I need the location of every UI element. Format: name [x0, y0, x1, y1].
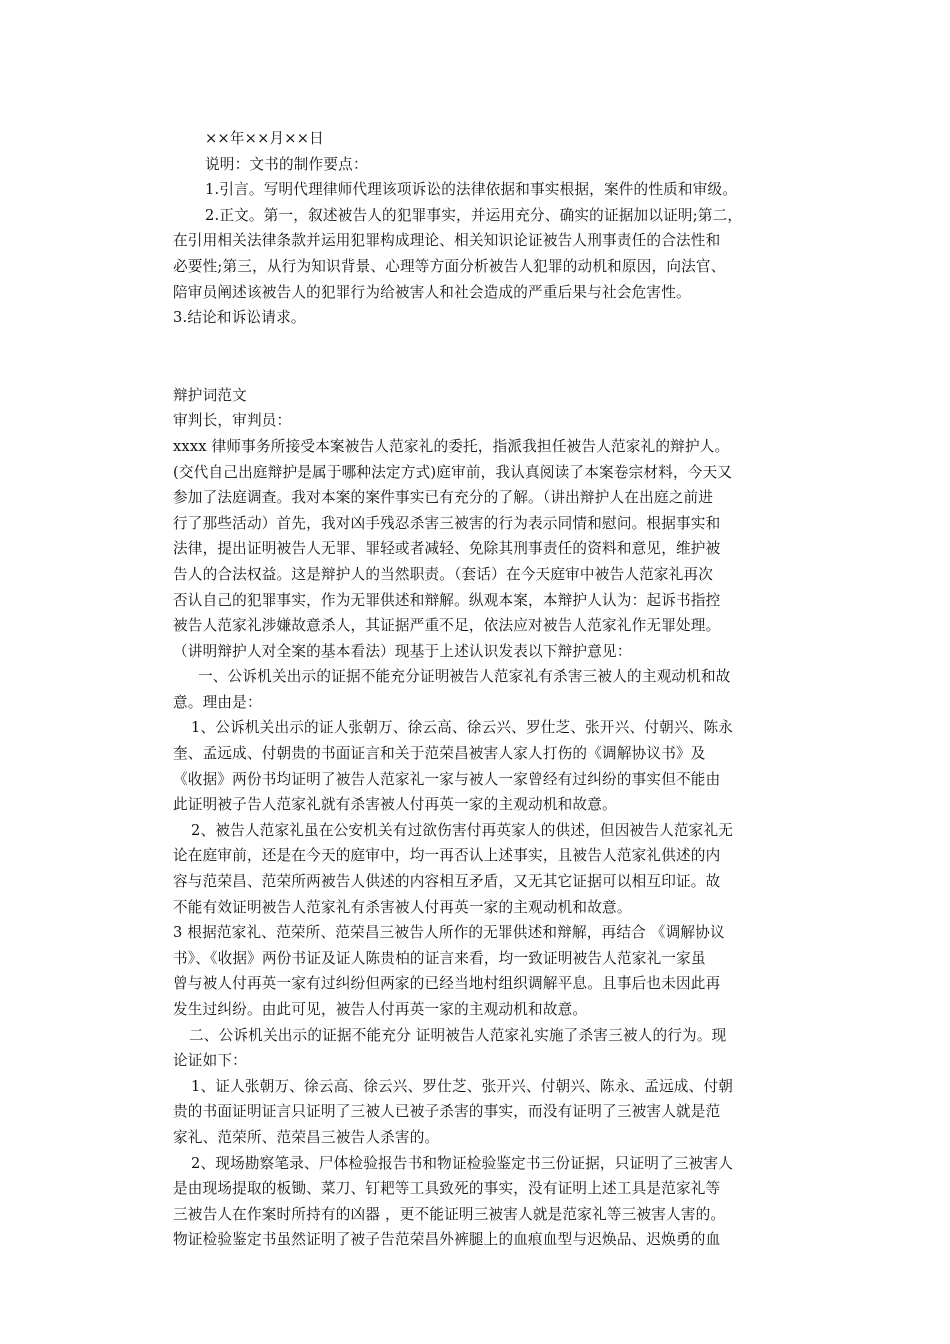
text-line: 陪审员阐述该被告人的犯罪行为给被害人和社会造成的严重后果与社会危害性。: [173, 283, 691, 301]
defense-statement-section: [173, 383, 813, 1253]
text-line: xxxx 律师事务所接受本案被告人范家礼的委托，指派我担任被告人范家礼的辩护人。: [173, 437, 730, 455]
text-line: 一、公诉机关出示的证据不能充分证明被告人范家礼有杀害三被人的主观动机和故: [198, 668, 731, 686]
text-line: 行了那些活动）首先，我对凶手残忍杀害三被害的行为表示同情和慰问。根据事实和: [173, 514, 721, 532]
text-line: 参加了法庭调查。我对本案的案件事实已有充分的了解。（讲出辩护人在出庭之前进: [173, 489, 714, 507]
text-line: 辩护词范文: [173, 386, 247, 404]
text-line: 1、公诉机关出示的证人张朝万、徐云高、徐云兴、罗仕芝、张开兴、付朝兴、陈永: [191, 719, 734, 737]
text-line: 物证检验鉴定书虽然证明了被子告范荣昌外裤腿上的血痕血型与迟焕品、迟焕勇的血: [173, 1231, 721, 1249]
text-line: 3 根据范家礼、范荣所、范荣昌三被告人所作的无罪供述和辩解，再结合 《调解协议: [173, 924, 725, 942]
text-line: 审判长，审判员：: [173, 412, 292, 430]
text-line: 《收据》两份书均证明了被告人范家礼一家与被人一家曾经有过纠纷的事实但不能由: [173, 770, 721, 788]
text-line: 书》、《收据》两份书证及证人陈贵柏的证言来看，均一致证明被告人范家礼一家虽: [173, 949, 706, 967]
text-line: 三被告人在作案时所持有的凶器 ，更不能证明三被害人就是范家礼等三被害人害的。: [173, 1205, 726, 1223]
text-line: 否认自己的犯罪事实，作为无罪供述和辩解。纵观本案，本辩护人认为：起诉书指控: [173, 591, 721, 609]
text-line: 说明：文书的制作要点：: [205, 155, 368, 173]
text-line: 必要性;第三，从行为知识背景、心理等方面分析被告人犯罪的动机和原因，向法官、: [173, 257, 726, 275]
text-line: 二、公诉机关出示的证据不能充分 证明被告人范家礼实施了杀害三被人的行为。现: [189, 1026, 727, 1044]
text-line: 2、被告人范家礼虽在公安机关有过欲伤害付再英家人的供述，但因被告人范家礼无: [191, 821, 734, 839]
text-line: 3.结论和诉讼请求。: [173, 309, 306, 327]
text-line: 1、证人张朝万、徐云高、徐云兴、罗仕芝、张开兴、付朝兴、陈永、孟远成、付朝: [191, 1077, 734, 1095]
text-line: 奎、孟远成、付朝贵的书面证言和关于范荣昌被害人家人打伤的《调解协议书》及: [173, 745, 706, 763]
text-line: 发生过纠纷。由此可见，被告人付再英一家的主观动机和故意。: [173, 1001, 588, 1018]
text-line: (交代自己出庭辩护是属于哪种法定方式)庭审前，我认真阅读了本案卷宗材料，今天又: [173, 463, 733, 481]
text-line: （讲明辩护人对全案的基本看法）现基于上述认识发表以下辩护意见：: [173, 642, 632, 660]
text-line: 家礼、范荣所、范荣昌三被告人杀害的。: [173, 1128, 440, 1146]
text-line: 法律，提出证明被告人无罪、罪轻或者减轻、免除其刑事责任的资料和意见，维护被: [173, 540, 721, 558]
text-line: 告人的合法权益。这是辩护人的当然职责。（套话）在今天庭审中被告人范家礼再次: [173, 565, 714, 583]
text-line: 2.正文。第一，叙述被告人的犯罪事实，并运用充分、确实的证据加以证明;第二，: [205, 206, 743, 224]
text-line: 容与范荣昌、范荣所两被告人供述的内容相互矛盾，又无其它证据可以相互印证。故: [173, 873, 721, 891]
document-page: [173, 126, 813, 1253]
text-line: ××年××月××日: [205, 130, 324, 147]
text-line: 是由现场提取的板锄、菜刀、钉耙等工具致死的事实，没有证明上述工具是范家礼等: [173, 1180, 721, 1198]
text-line: 1.引言。写明代理律师代理该项诉讼的法律依据和事实根据，案件的性质和审级。: [205, 181, 738, 199]
text-line: 此证明被子告人范家礼就有杀害被人付再英一家的主观动机和故意。: [173, 796, 617, 814]
instructions-section: [173, 126, 813, 331]
text-line: 论在庭审前，还是在今天的庭审中，均一再否认上述事实，且被告人范家礼供述的内: [173, 847, 721, 865]
text-line: 曾与被人付再英一家有过纠纷但两家的已经当地村组织调解平息。且事后也未因此再: [173, 975, 721, 993]
text-line: 在引用相关法律条款并运用犯罪构成理论、相关知识论证被告人刑事责任的合法性和: [173, 232, 721, 250]
text-line: 不能有效证明被告人范家礼有杀害被人付再英一家的主观动机和故意。: [173, 898, 632, 916]
text-line: 2、现场勘察笔录、尸体检验报告书和物证检验鉴定书三份证据，只证明了三被害人: [191, 1154, 734, 1172]
section-gap: [173, 331, 813, 383]
text-line: 意。理由是：: [173, 693, 262, 711]
text-line: 论证如下：: [173, 1052, 247, 1070]
text-line: 被告人范家礼涉嫌故意杀人，其证据严重不足，依法应对被告人范家礼作无罪处理。: [173, 617, 721, 635]
text-line: 贵的书面证明证言只证明了三被人已被子杀害的事实，而没有证明了三被害人就是范: [173, 1103, 721, 1121]
